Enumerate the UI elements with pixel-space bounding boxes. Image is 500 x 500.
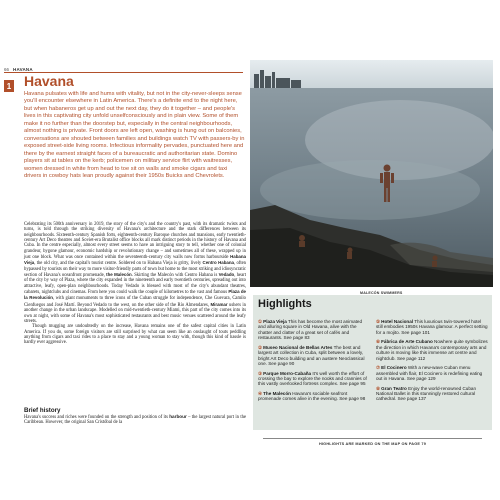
brief-history-text-a: Havana's success and riches were founded on the strength and position of its bbox=[24, 415, 170, 420]
highlight-text: It's well worth the effort of crossing the bay to explore the nooks and crannies of this vastly overlooked fortress complex. See page 95 bbox=[258, 370, 367, 387]
highlight-number: ① bbox=[258, 319, 263, 324]
brief-history-text-b: – the largest natural port in the Caribbean. However, the original San Cristóbal de la bbox=[24, 415, 246, 426]
highlight-heading: Plaza Vieja bbox=[263, 319, 287, 324]
body-place-name: Centro Habana bbox=[202, 260, 234, 266]
highlight-text: This has become the most animated and alluring square in Old Havana, alive with the chatter and clatter of a great set of cafés and restaurants. See page 83 bbox=[258, 319, 363, 341]
highlight-item bbox=[258, 345, 370, 367]
body-text-run: . Skirting the Malecón with Centro Habana is bbox=[131, 273, 219, 279]
body-place-name: the Malecón bbox=[106, 272, 132, 278]
highlight-text: The best and largest art collection in Cuba, split between a lovely, bright Art Deco building and an austere Neoclassical one. See page 90 bbox=[258, 344, 365, 367]
highlight-text: This luxurious twin-towered hotel still embodies 1950s Havana glamour. A perfect setting for a mojito. See page 101 bbox=[376, 319, 488, 335]
highlight-heading: Parque Morro-Cabaña bbox=[263, 370, 312, 376]
highlight-number: ⑦ bbox=[376, 365, 381, 371]
body-text-run: , heart of the city by way of Plaza, where the city expanded in the nineteenth and early twentieth centuries, spreading out into attractive, leafy, open-plan neighbourhoods. Today Vedado is blessed with most of the city's abundant theatres, cabarets, nightclubs and cinemas. From here you could walk the couple of kilometres to the vast and famous bbox=[24, 273, 246, 296]
highlights-right-column bbox=[376, 319, 488, 406]
brief-history-heading: Brief history bbox=[24, 407, 61, 414]
highlight-item bbox=[258, 319, 370, 341]
highlight-text: With a new-wave Cuban menu assembled with flair, El Cocinero is redefining eating out in Havana. See page 129 bbox=[376, 365, 483, 382]
highlight-text: Havana's sociable seafront promenade comes alive in the evening. See page 98 bbox=[258, 391, 366, 402]
body-paragraph bbox=[24, 324, 246, 345]
body-paragraph bbox=[24, 222, 246, 324]
highlight-item bbox=[376, 319, 488, 335]
intro-paragraph: Havana pulsates with life and hums with vitality, but not in the city-never-sleeps sense you'll encounter elsewhere in Latin America. There's a definite end to the night here, but when habaneros get up and out the next day, they do it together – and people's lives in this captivating city unfold unselfconsciously and in plain view. Some of them make it no further than the doorstep but, especially in the central neighbourhoods, almost nothing is private. Front doors are left open, washing is hung out on balconies, conversations are shouted between families and buildings watch TV with passers-by in exposed street-side living rooms. Infectious informality pervades, punctuated here and there by the earnest straight faces of a bureaucratic and authoritarian state. Domino players sit at tables on the kerb; policemen on military service flirt with waitresses, women dressed in white from head to toe sit on walls and smoke cigars and taxi drivers in cowboy hats lean proudly against their 1950s Buicks and Chevrolets. bbox=[24, 91, 245, 179]
photo-illustration bbox=[250, 60, 493, 287]
body-text-run: , the old city, and the capital's tourist centre. Soldered on to Habana Vieja is gritty, lively bbox=[34, 261, 203, 267]
body-place-name: Vedado bbox=[218, 272, 235, 278]
highlights-footer: HIGHLIGHTS ARE MARKED ON THE MAP ON PAGE 79 bbox=[263, 438, 482, 446]
highlight-item bbox=[376, 386, 488, 402]
highlight-number: ② bbox=[258, 344, 263, 350]
highlights-left-column bbox=[258, 319, 370, 406]
body-place-name: Miramar bbox=[210, 301, 228, 307]
body-text-run: ushers in another change in the urban landscape. Modelled on mid-twentieth-century Miami, this part of the city comes into its own at night, with some of Havana's most sophisticated restaurants and best music venues scattered around the leafy streets. bbox=[24, 302, 246, 324]
body-text-run: , often bypassed by tourists on their way to more visitor-friendly parts of town but home to the most striking and idiosyncratic section of Havana's oceanfront promenade, bbox=[24, 261, 246, 279]
page-number: 66 bbox=[4, 66, 10, 72]
highlight-heading: Fábrica de Arte Cubano bbox=[381, 339, 433, 345]
highlight-heading: El Cocinero bbox=[381, 365, 407, 371]
body-text-run: , with giant monuments to three icons of the Cuban struggle for independence, Che Guevara, Camilo Cienfuegos and José Martí. Beyond Vedado to the west, on the other side of the Río Almendares, bbox=[24, 296, 246, 308]
highlight-item bbox=[258, 391, 370, 402]
highlight-item bbox=[376, 339, 488, 361]
highlight-number: ⑧ bbox=[376, 385, 381, 391]
body-place-name: Plaza de la Revolución bbox=[24, 289, 246, 301]
highlight-number: ④ bbox=[258, 391, 263, 397]
section-title: HAVANA bbox=[13, 66, 33, 72]
body-text-run: Celebrating its 500th anniversary in 2019, the story of the city's and the country's past, with its dramatic twists and turns, is told through the striking diversity of Havana's architecture and the stark differences between its neighbourhoods. Sixteenth-century Spanish forts, eighteenth-century Baroque churches and mansions, early twentieth-century Art Deco theatres and Soviet-era Brutalist office blocks all mark distinct periods in the history of Havana and Cuba. In the centre especially, almost every street seems to have an intriguing story to tell, whether one of colonial grandeur, bygone glamour, economic hardship or revolutionary change – and sometimes all of these, wrapped up in just one block. What was once contained within the seventeenth-century city walls now forms harbourside bbox=[24, 222, 246, 261]
highlight-text: Enjoy the world-renowned Cuban National Ballet in this stunningly restored cultural cathedral. See page 137 bbox=[376, 385, 477, 402]
highlight-number: ⑤ bbox=[376, 319, 381, 324]
page-title: Havana bbox=[24, 73, 74, 89]
highlight-heading: Gran Teatro bbox=[381, 385, 407, 391]
chapter-tab: 1 bbox=[4, 80, 14, 92]
highlight-number: ⑥ bbox=[376, 339, 381, 345]
highlights-title: Highlights bbox=[258, 298, 312, 310]
photo-caption: MALECÓN SWIMMERS bbox=[360, 291, 403, 295]
malecon-photo bbox=[250, 60, 493, 287]
brief-history-bold: harbour bbox=[169, 414, 187, 419]
highlight-heading: Museo Nacional de Bellas Artes bbox=[263, 344, 333, 350]
highlights-box bbox=[253, 295, 492, 430]
highlight-heading: The Malecón bbox=[263, 391, 291, 397]
highlight-text: Nowhere quite symbolizes the direction in which Havana's contemporary arts and culture is moving like this immense art centre and nightclub. See page 112 bbox=[376, 339, 488, 361]
highlight-item bbox=[258, 371, 370, 387]
body-place-name: Habana Vieja bbox=[24, 254, 246, 266]
body-text bbox=[24, 222, 246, 346]
brief-history-text bbox=[24, 414, 246, 426]
highlight-number: ③ bbox=[258, 370, 263, 376]
highlight-heading: Hotel Nacional bbox=[381, 319, 414, 324]
highlight-item bbox=[376, 365, 488, 381]
body-text-run: Though mugging are undoubtedly on the increase, Havana remains one of the safest capital cities in Latin America. If you do, some foreign visitors are still surprised by what can seem like an onslaught of touts peddling anything from cigars and taxi rides to a place to stay and a young woman to stay with, though this kind of hassle is hardly ever aggressive. bbox=[24, 324, 246, 346]
